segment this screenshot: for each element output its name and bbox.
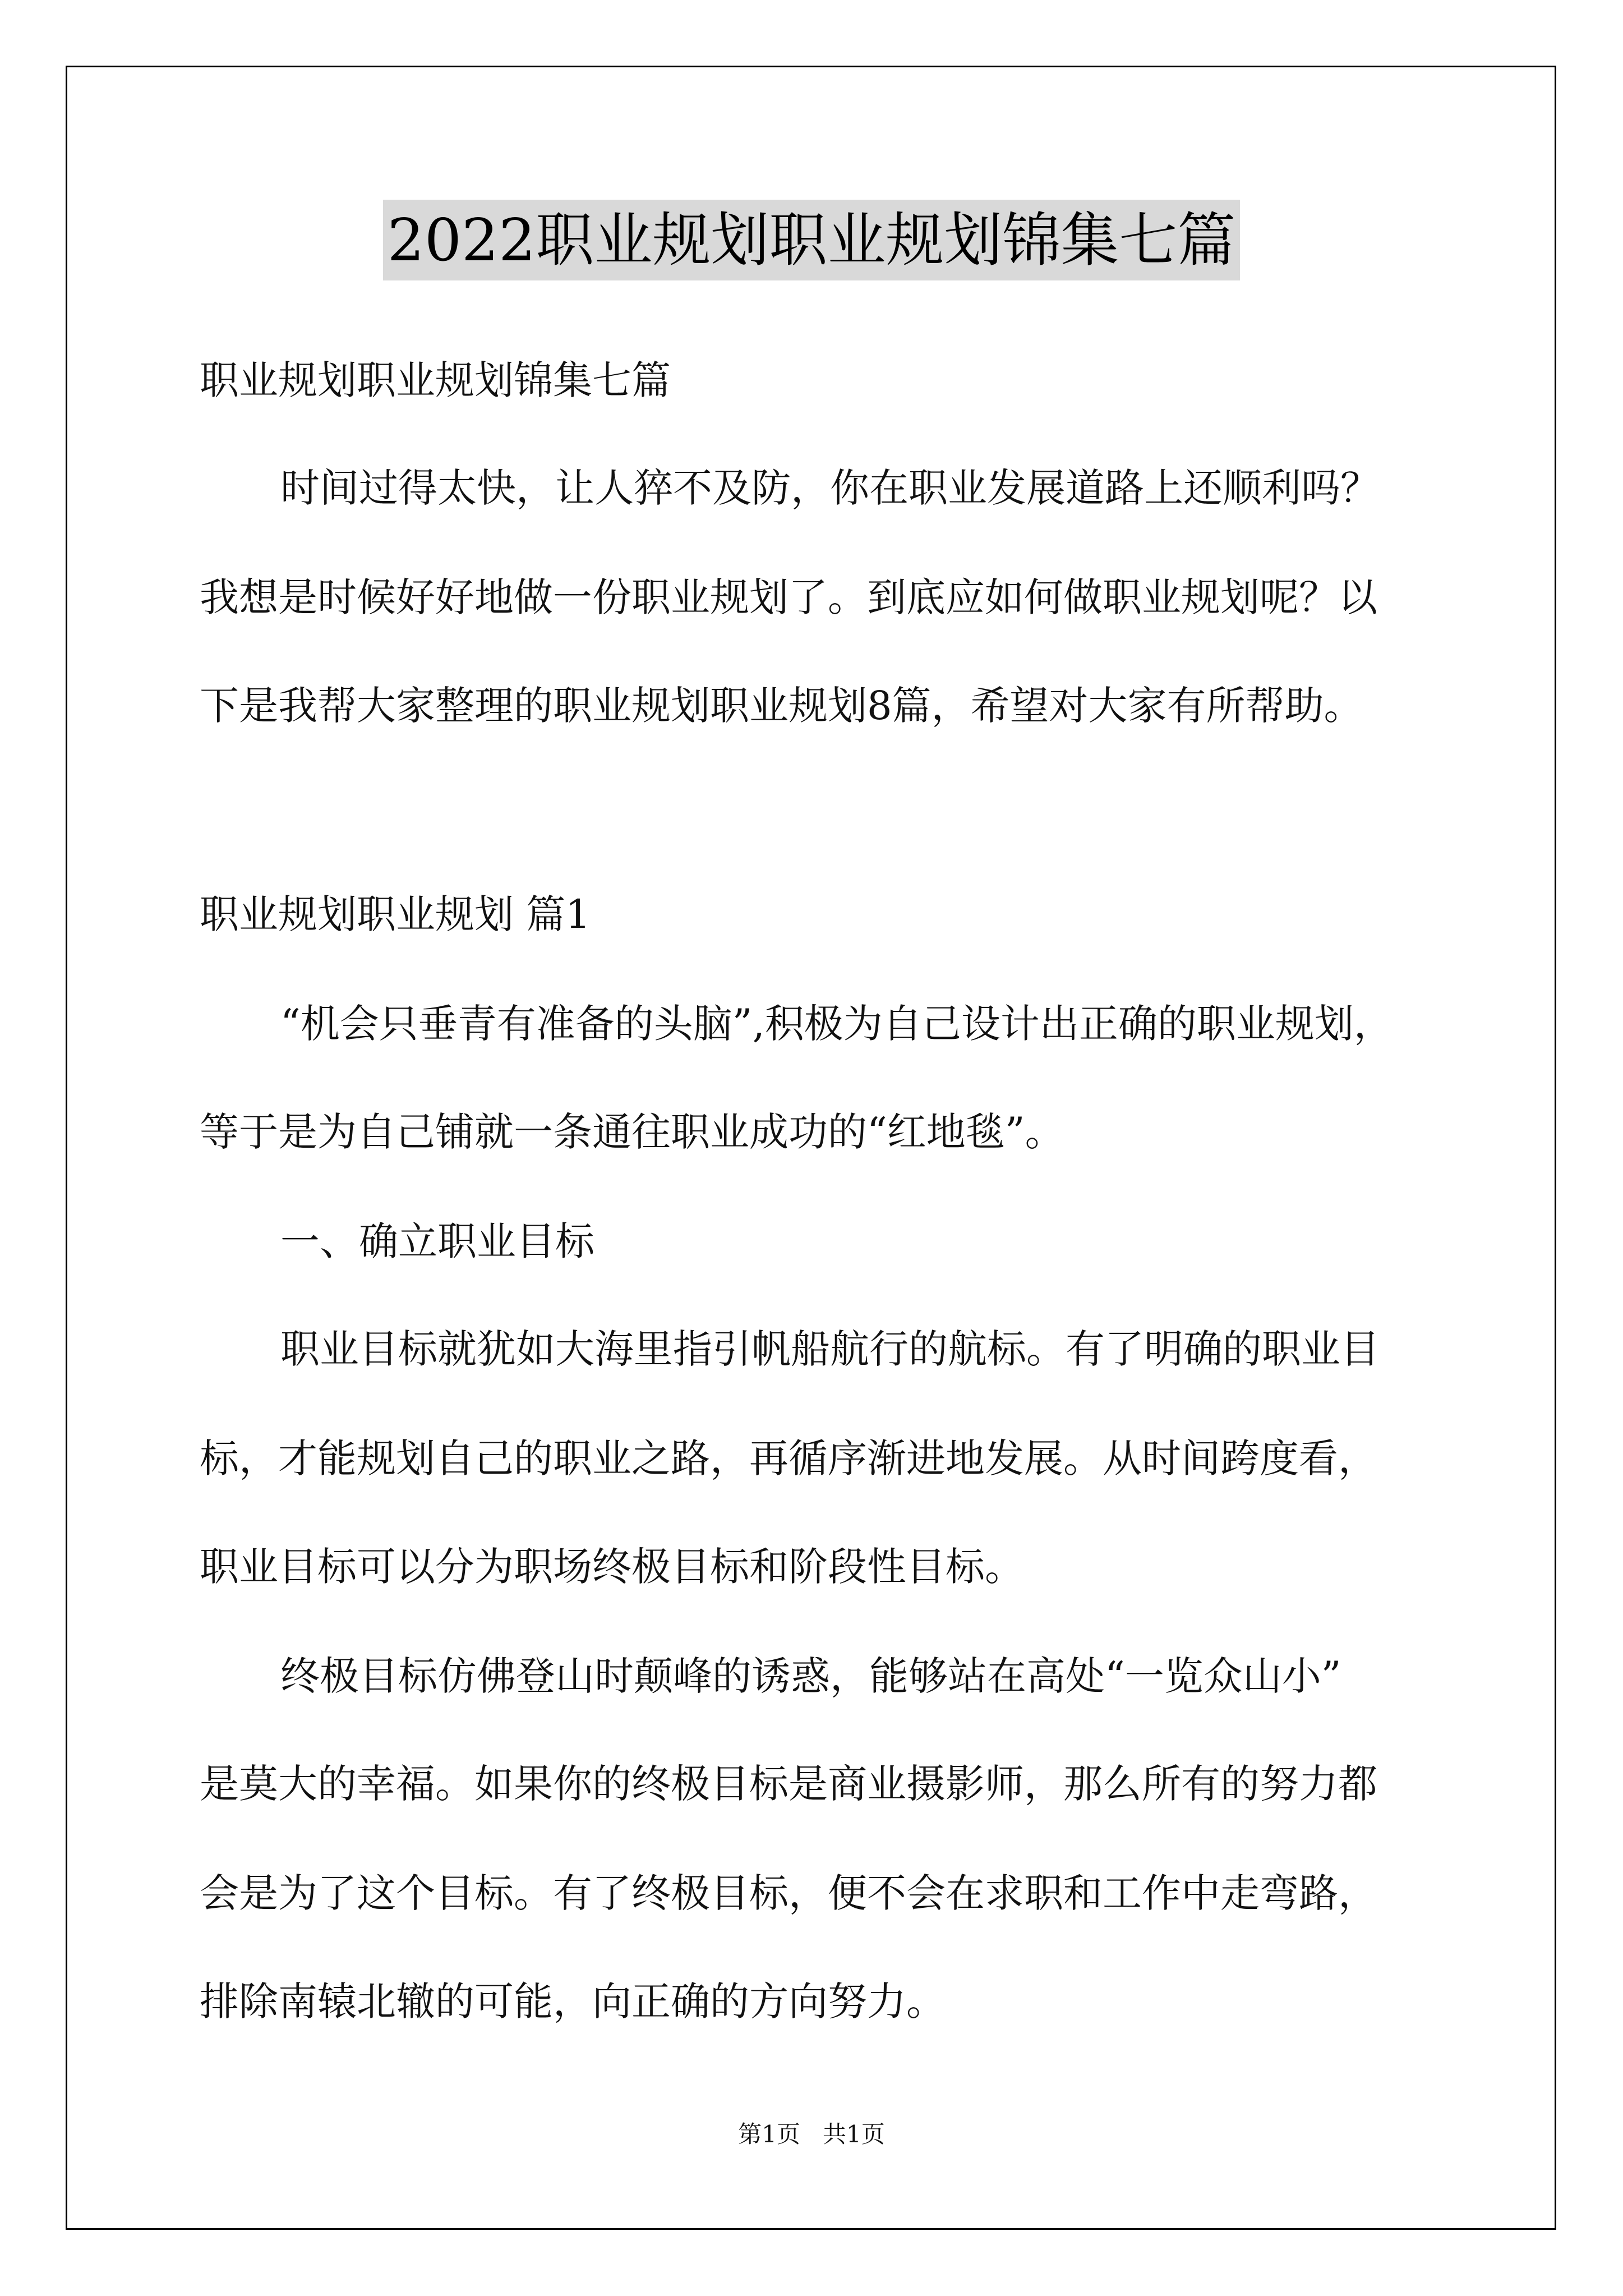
intro-line-3: 下是我帮大家整理的职业规划职业规划8篇，希望对大家有所帮助。 bbox=[200, 683, 1363, 729]
section-line-10: 排除南辕北辙的可能，向正确的方向努力。 bbox=[200, 1978, 946, 2024]
section-line-4: 职业目标就犹如大海里指引帆船航行的航标。有了明确的职业目 bbox=[280, 1326, 1380, 1372]
section-line-7: 终极目标仿佛登山时颠峰的诱惑，能够站在高处“一览众山小” bbox=[280, 1653, 1341, 1699]
title-container bbox=[0, 200, 1623, 280]
section-line-5: 标，才能规划自己的职业之路，再循序渐进地发展。从时间跨度看， bbox=[200, 1435, 1377, 1481]
document-title: 2022职业规划职业规划锦集七篇 bbox=[383, 200, 1241, 280]
intro-line-1: 时间过得太快，让人猝不及防，你在职业发展道路上还顺利吗？ bbox=[280, 465, 1380, 511]
section-line-3: 一、确立职业目标 bbox=[280, 1218, 594, 1264]
section-line-1: “机会只垂青有准备的头脑”,积极为自己设计出正确的职业规划， bbox=[280, 1001, 1393, 1047]
section-heading: 职业规划职业规划 篇1 bbox=[200, 891, 591, 937]
section-line-6: 职业目标可以分为职场终极目标和阶段性目标。 bbox=[200, 1544, 1024, 1590]
page-footer: 第1页 共1页 bbox=[738, 2120, 885, 2148]
subtitle: 职业规划职业规划锦集七篇 bbox=[200, 357, 671, 403]
intro-line-2: 我想是时候好好地做一份职业规划了。到底应如何做职业规划呢？以 bbox=[200, 574, 1377, 620]
section-line-8: 是莫大的幸福。如果你的终极目标是商业摄影师，那么所有的努力都 bbox=[200, 1761, 1377, 1807]
section-line-2: 等于是为自己铺就一条通往职业成功的“红地毯”。 bbox=[200, 1109, 1064, 1155]
section-line-9: 会是为了这个目标。有了终极目标，便不会在求职和工作中走弯路， bbox=[200, 1870, 1377, 1916]
